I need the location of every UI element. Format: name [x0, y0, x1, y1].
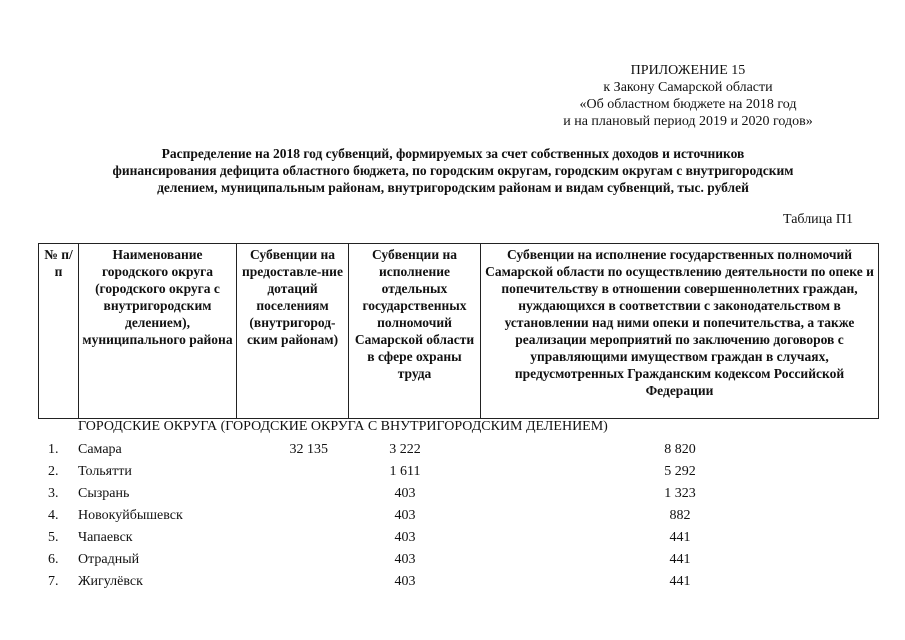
row-name: Жигулёвск: [78, 574, 143, 589]
row-value-c: 441: [669, 530, 691, 545]
header-number: № п/п: [39, 244, 79, 419]
row-value-c: 5 292: [664, 464, 696, 479]
row-value-b: 1 611: [389, 464, 421, 479]
row-number: 5.: [48, 530, 59, 545]
row-value-c: 8 820: [664, 442, 696, 457]
row-value-a: 32 135: [289, 442, 328, 457]
title-line: финансирования дефицита областного бюджета, по городским округам, городским округам с внутригородским: [112, 163, 794, 178]
row-number: 7.: [48, 574, 59, 589]
row-value-c: 441: [669, 574, 691, 589]
header-subsidy-guardianship: Субвенции на исполнение государственных полномочий Самарской области по осуществлению деятельности по опеке и попечительству в отношении совершеннолетних граждан, нуждающихся в соответствии с законодательством в установлении над ними опеки и попечительства, а также реализации мероприятий по заключению договоров с управляющими имуществом граждан в случаях, предусмотренных Гражданским кодексом Российской Федерации: [481, 244, 879, 419]
appendix-law: к Закону Самарской области: [603, 80, 773, 95]
row-name: Сызрань: [78, 486, 130, 501]
row-name: Самара: [78, 442, 122, 457]
header-subsidy-grants: Субвенции на предоставле-ние дотаций поселениям (внутригород-ским районам): [237, 244, 349, 419]
appendix-law-period: и на плановый период 2019 и 2020 годов»: [563, 114, 813, 129]
document-title: [58, 145, 848, 196]
row-name: Новокуйбышевск: [78, 508, 183, 523]
appendix-block: [523, 62, 853, 130]
header-name: Наименование городского округа (городского округа с внутригородским делением), муниципального района: [79, 244, 237, 419]
row-number: 4.: [48, 508, 59, 523]
row-value-b: 3 222: [389, 442, 421, 457]
table-label: Таблица П1: [783, 212, 853, 227]
row-number: 2.: [48, 464, 59, 479]
row-name: Отрадный: [78, 552, 140, 567]
row-value-b: 403: [394, 574, 416, 589]
row-number: 3.: [48, 486, 59, 501]
row-value-c: 1 323: [664, 486, 696, 501]
row-value-b: 403: [394, 530, 416, 545]
row-value-b: 403: [394, 552, 416, 567]
row-name: Тольятти: [78, 464, 132, 479]
row-value-c: 441: [669, 552, 691, 567]
title-line: Распределение на 2018 год субвенций, формируемых за счет собственных доходов и источников: [161, 146, 745, 161]
table-header: [38, 243, 879, 419]
row-number: 1.: [48, 442, 59, 457]
section-title: ГОРОДСКИЕ ОКРУГА (ГОРОДСКИЕ ОКРУГА С ВНУТРИГОРОДСКИМ ДЕЛЕНИЕМ): [78, 419, 608, 434]
appendix-law-title: «Об областном бюджете на 2018 год: [579, 97, 797, 112]
header-subsidy-labor-protection: Субвенции на исполнение отдельных государственных полномочий Самарской области в сфере охраны труда: [349, 244, 481, 419]
row-name: Чапаевск: [78, 530, 133, 545]
title-line: делением, муниципальным районам, внутригородским районам и видам субвенций, тыс. рублей: [157, 180, 749, 195]
row-value-b: 403: [394, 508, 416, 523]
row-number: 6.: [48, 552, 59, 567]
row-value-c: 882: [669, 508, 691, 523]
appendix-number: ПРИЛОЖЕНИЕ 15: [630, 63, 746, 78]
row-value-b: 403: [394, 486, 416, 501]
